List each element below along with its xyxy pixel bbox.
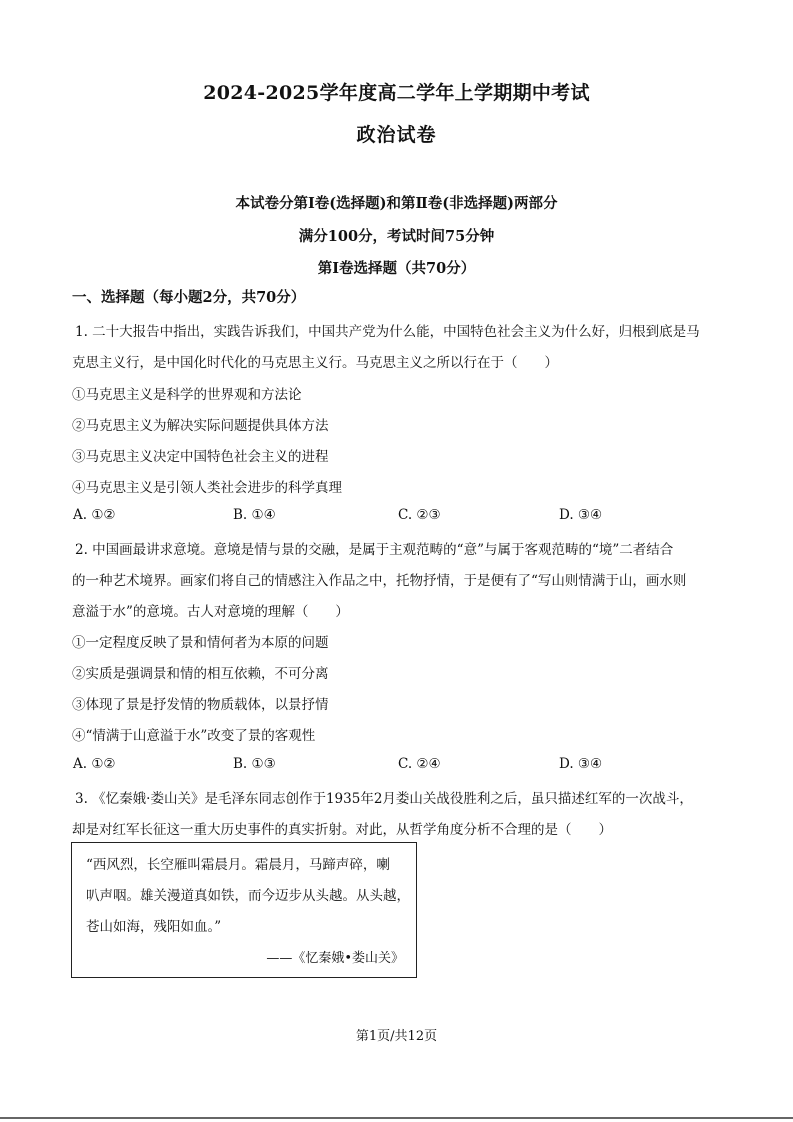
statement: ②实质是强调景和情的相互依赖，不可分离 — [72, 666, 329, 682]
statement: ②马克思主义为解决实际问题提供具体方法 — [72, 418, 329, 434]
statement: ③马克思主义决定中国特色社会主义的进程 — [72, 449, 329, 465]
section-title: 一、选择题（每小题2分，共70分） — [72, 289, 306, 306]
page-number: 第1页/共12页 — [355, 1029, 438, 1044]
statement: ③体现了景是抒发情的物质载体，以景抒情 — [72, 697, 329, 713]
poem-line: 叭声咽。雄关漫道真如铁，而今迈步从头越。从头越， — [86, 888, 410, 904]
bottom-divider — [0, 1117, 793, 1119]
option-d: D. ③④ — [559, 756, 603, 772]
statement: ①马克思主义是科学的世界观和方法论 — [72, 387, 302, 403]
exam-subject: 政治试卷 — [356, 124, 437, 146]
poem-source: ——《忆秦娥•娄山关》 — [266, 951, 404, 966]
question-stem-line: 的一种艺术境界。画家们将自己的情感注入作品之中，托物抒情，于是便有了“写山则情满于山，画水则 — [72, 573, 687, 589]
exam-title: 2024-2025学年度高二学年上学期期中考试 — [203, 82, 590, 104]
question-stem-line: 却是对红军长征这一重大历史事件的真实折射。对此，从哲学角度分析不合理的是（ ） — [72, 822, 612, 838]
option-b: B. ①③ — [233, 756, 276, 772]
question-stem-line: 克思主义行，是中国化时代化的马克思主义行。马克思主义之所以行在于（ ） — [72, 355, 558, 371]
option-b: B. ①④ — [233, 507, 276, 523]
poem-line: 苍山如海，残阳如血。” — [86, 919, 222, 935]
option-a: A. ①② — [73, 507, 116, 523]
exam-info-structure: 本试卷分第Ⅰ卷(选择题)和第Ⅱ卷(非选择题)两部分 — [235, 195, 558, 212]
part-title: 第Ⅰ卷选择题（共70分） — [317, 260, 476, 277]
statement: ①一定程度反映了景和情何者为本原的问题 — [72, 635, 329, 651]
poem-line: “西风烈，长空雁叫霜晨月。霜晨月，马蹄声碎，喇 — [86, 857, 390, 873]
option-c: C. ②④ — [398, 756, 441, 772]
question-stem-line: 1. 二十大报告中指出，实践告诉我们，中国共产党为什么能，中国特色社会主义为什么好，归根到底是马 — [75, 324, 700, 340]
option-a: A. ①② — [73, 756, 116, 772]
question-stem-line: 3. 《忆秦娥·娄山关》是毛泽东同志创作于1935年2月娄山关战役胜利之后，虽只描述红军的一次战斗， — [75, 791, 693, 807]
poem-box — [71, 842, 417, 978]
option-c: C. ②③ — [398, 507, 441, 523]
statement: ④“情满于山意溢于水”改变了景的客观性 — [72, 728, 316, 744]
option-d: D. ③④ — [559, 507, 603, 523]
question-stem-line: 2. 中国画最讲求意境。意境是情与景的交融，是属于主观范畴的“意”与属于客观范畴的“境”二者结合 — [75, 542, 674, 558]
question-stem-line: 意溢于水”的意境。古人对意境的理解（ ） — [72, 604, 349, 620]
statement: ④马克思主义是引领人类社会进步的科学真理 — [72, 480, 342, 496]
exam-info-score-time: 满分100分，考试时间75分钟 — [298, 228, 495, 245]
